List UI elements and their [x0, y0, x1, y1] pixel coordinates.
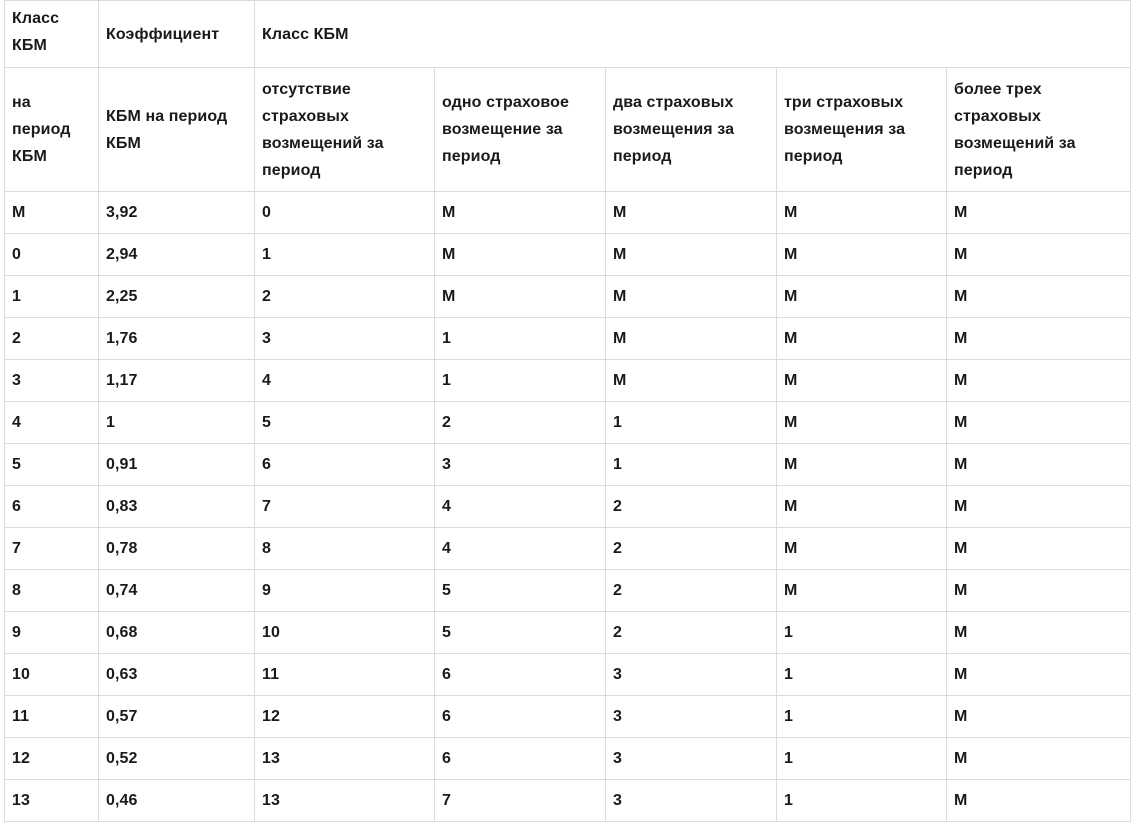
cell-no-claims: 13: [255, 738, 435, 780]
cell-two-claims: М: [606, 192, 777, 234]
cell-three-claims: 1: [777, 738, 947, 780]
cell-coefficient: 0,52: [99, 738, 255, 780]
table-row: [5, 318, 1131, 360]
cell-class: 11: [5, 696, 99, 738]
cell-more-than-three-claims: М: [947, 360, 1131, 402]
cell-three-claims: М: [777, 444, 947, 486]
table-row: [5, 360, 1131, 402]
header-three-claims: три страховых возмещения за период: [777, 68, 947, 192]
header-two-claims: два страховых возмещения за период: [606, 68, 777, 192]
cell-more-than-three-claims: М: [947, 612, 1131, 654]
cell-coefficient: 0,74: [99, 570, 255, 612]
cell-one-claim: 6: [435, 654, 606, 696]
cell-class: 13: [5, 780, 99, 822]
cell-one-claim: 4: [435, 528, 606, 570]
cell-coefficient: 0,91: [99, 444, 255, 486]
cell-no-claims: 2: [255, 276, 435, 318]
cell-one-claim: М: [435, 192, 606, 234]
cell-class: 2: [5, 318, 99, 360]
table-row: [5, 528, 1131, 570]
header-no-claims: отсутствие страховых возмещений за период: [255, 68, 435, 192]
cell-no-claims: 10: [255, 612, 435, 654]
cell-more-than-three-claims: М: [947, 654, 1131, 696]
cell-one-claim: 2: [435, 402, 606, 444]
cell-three-claims: 1: [777, 696, 947, 738]
cell-three-claims: М: [777, 318, 947, 360]
cell-no-claims: 6: [255, 444, 435, 486]
cell-three-claims: 1: [777, 612, 947, 654]
cell-two-claims: М: [606, 276, 777, 318]
table-row: [5, 612, 1131, 654]
cell-two-claims: М: [606, 234, 777, 276]
cell-three-claims: М: [777, 486, 947, 528]
table-row: [5, 696, 1131, 738]
cell-one-claim: 6: [435, 738, 606, 780]
table-row: [5, 486, 1131, 528]
table-row: [5, 444, 1131, 486]
cell-two-claims: 1: [606, 402, 777, 444]
cell-class: 7: [5, 528, 99, 570]
cell-coefficient: 1,17: [99, 360, 255, 402]
cell-more-than-three-claims: М: [947, 486, 1131, 528]
cell-no-claims: 3: [255, 318, 435, 360]
cell-one-claim: 4: [435, 486, 606, 528]
cell-no-claims: 5: [255, 402, 435, 444]
cell-class: 1: [5, 276, 99, 318]
cell-more-than-three-claims: М: [947, 696, 1131, 738]
cell-three-claims: М: [777, 360, 947, 402]
cell-no-claims: 4: [255, 360, 435, 402]
cell-class: М: [5, 192, 99, 234]
cell-coefficient: 0,68: [99, 612, 255, 654]
cell-coefficient: 1,76: [99, 318, 255, 360]
cell-three-claims: М: [777, 528, 947, 570]
header-class-kbm-group: Класс КБМ: [255, 1, 1131, 68]
cell-three-claims: М: [777, 234, 947, 276]
table-body: [5, 1, 1131, 822]
cell-two-claims: 3: [606, 654, 777, 696]
cell-two-claims: 2: [606, 528, 777, 570]
cell-more-than-three-claims: М: [947, 192, 1131, 234]
cell-coefficient: 2,25: [99, 276, 255, 318]
cell-more-than-three-claims: М: [947, 318, 1131, 360]
cell-class: 4: [5, 402, 99, 444]
cell-one-claim: 1: [435, 360, 606, 402]
cell-more-than-three-claims: М: [947, 528, 1131, 570]
cell-more-than-three-claims: М: [947, 276, 1131, 318]
cell-two-claims: 3: [606, 738, 777, 780]
cell-more-than-three-claims: М: [947, 780, 1131, 822]
cell-class: 5: [5, 444, 99, 486]
cell-no-claims: 1: [255, 234, 435, 276]
cell-two-claims: 3: [606, 696, 777, 738]
cell-more-than-three-claims: М: [947, 234, 1131, 276]
cell-two-claims: 2: [606, 486, 777, 528]
cell-one-claim: 5: [435, 570, 606, 612]
cell-three-claims: М: [777, 276, 947, 318]
cell-three-claims: М: [777, 570, 947, 612]
cell-no-claims: 9: [255, 570, 435, 612]
cell-one-claim: 5: [435, 612, 606, 654]
cell-coefficient: 1: [99, 402, 255, 444]
header-coefficient: Коэффициент: [99, 1, 255, 68]
cell-more-than-three-claims: М: [947, 402, 1131, 444]
cell-class: 6: [5, 486, 99, 528]
table-row: [5, 234, 1131, 276]
table-row: [5, 402, 1131, 444]
cell-one-claim: 6: [435, 696, 606, 738]
cell-three-claims: 1: [777, 780, 947, 822]
header-class-kbm: Класс КБМ: [5, 1, 99, 68]
table-row: [5, 276, 1131, 318]
table-row: [5, 192, 1131, 234]
header-row-top: [5, 1, 1131, 68]
cell-class: 10: [5, 654, 99, 696]
cell-no-claims: 0: [255, 192, 435, 234]
cell-two-claims: 2: [606, 570, 777, 612]
header-period-class: на период КБМ: [5, 68, 99, 192]
cell-no-claims: 7: [255, 486, 435, 528]
cell-coefficient: 2,94: [99, 234, 255, 276]
cell-two-claims: 3: [606, 780, 777, 822]
cell-more-than-three-claims: М: [947, 570, 1131, 612]
cell-one-claim: М: [435, 234, 606, 276]
cell-one-claim: М: [435, 276, 606, 318]
cell-two-claims: 2: [606, 612, 777, 654]
cell-one-claim: 7: [435, 780, 606, 822]
cell-coefficient: 3,92: [99, 192, 255, 234]
header-more-than-three-claims: более трех страховых возмещений за период: [947, 68, 1131, 192]
cell-coefficient: 0,57: [99, 696, 255, 738]
cell-class: 9: [5, 612, 99, 654]
cell-no-claims: 12: [255, 696, 435, 738]
header-kbm-period: КБМ на период КБМ: [99, 68, 255, 192]
cell-coefficient: 0,46: [99, 780, 255, 822]
cell-one-claim: 3: [435, 444, 606, 486]
cell-two-claims: М: [606, 318, 777, 360]
cell-class: 0: [5, 234, 99, 276]
header-one-claim: одно страховое возмещение за период: [435, 68, 606, 192]
table-row: [5, 570, 1131, 612]
table-row: [5, 654, 1131, 696]
table-row: [5, 780, 1131, 822]
cell-no-claims: 11: [255, 654, 435, 696]
table-row: [5, 738, 1131, 780]
cell-three-claims: 1: [777, 654, 947, 696]
cell-coefficient: 0,83: [99, 486, 255, 528]
cell-class: 3: [5, 360, 99, 402]
cell-two-claims: 1: [606, 444, 777, 486]
cell-one-claim: 1: [435, 318, 606, 360]
cell-class: 12: [5, 738, 99, 780]
cell-three-claims: М: [777, 402, 947, 444]
cell-no-claims: 8: [255, 528, 435, 570]
cell-more-than-three-claims: М: [947, 444, 1131, 486]
cell-two-claims: М: [606, 360, 777, 402]
kbm-table: [4, 0, 1131, 822]
cell-coefficient: 0,78: [99, 528, 255, 570]
cell-three-claims: М: [777, 192, 947, 234]
header-row-sub: [5, 68, 1131, 192]
cell-more-than-three-claims: М: [947, 738, 1131, 780]
cell-class: 8: [5, 570, 99, 612]
cell-coefficient: 0,63: [99, 654, 255, 696]
cell-no-claims: 13: [255, 780, 435, 822]
